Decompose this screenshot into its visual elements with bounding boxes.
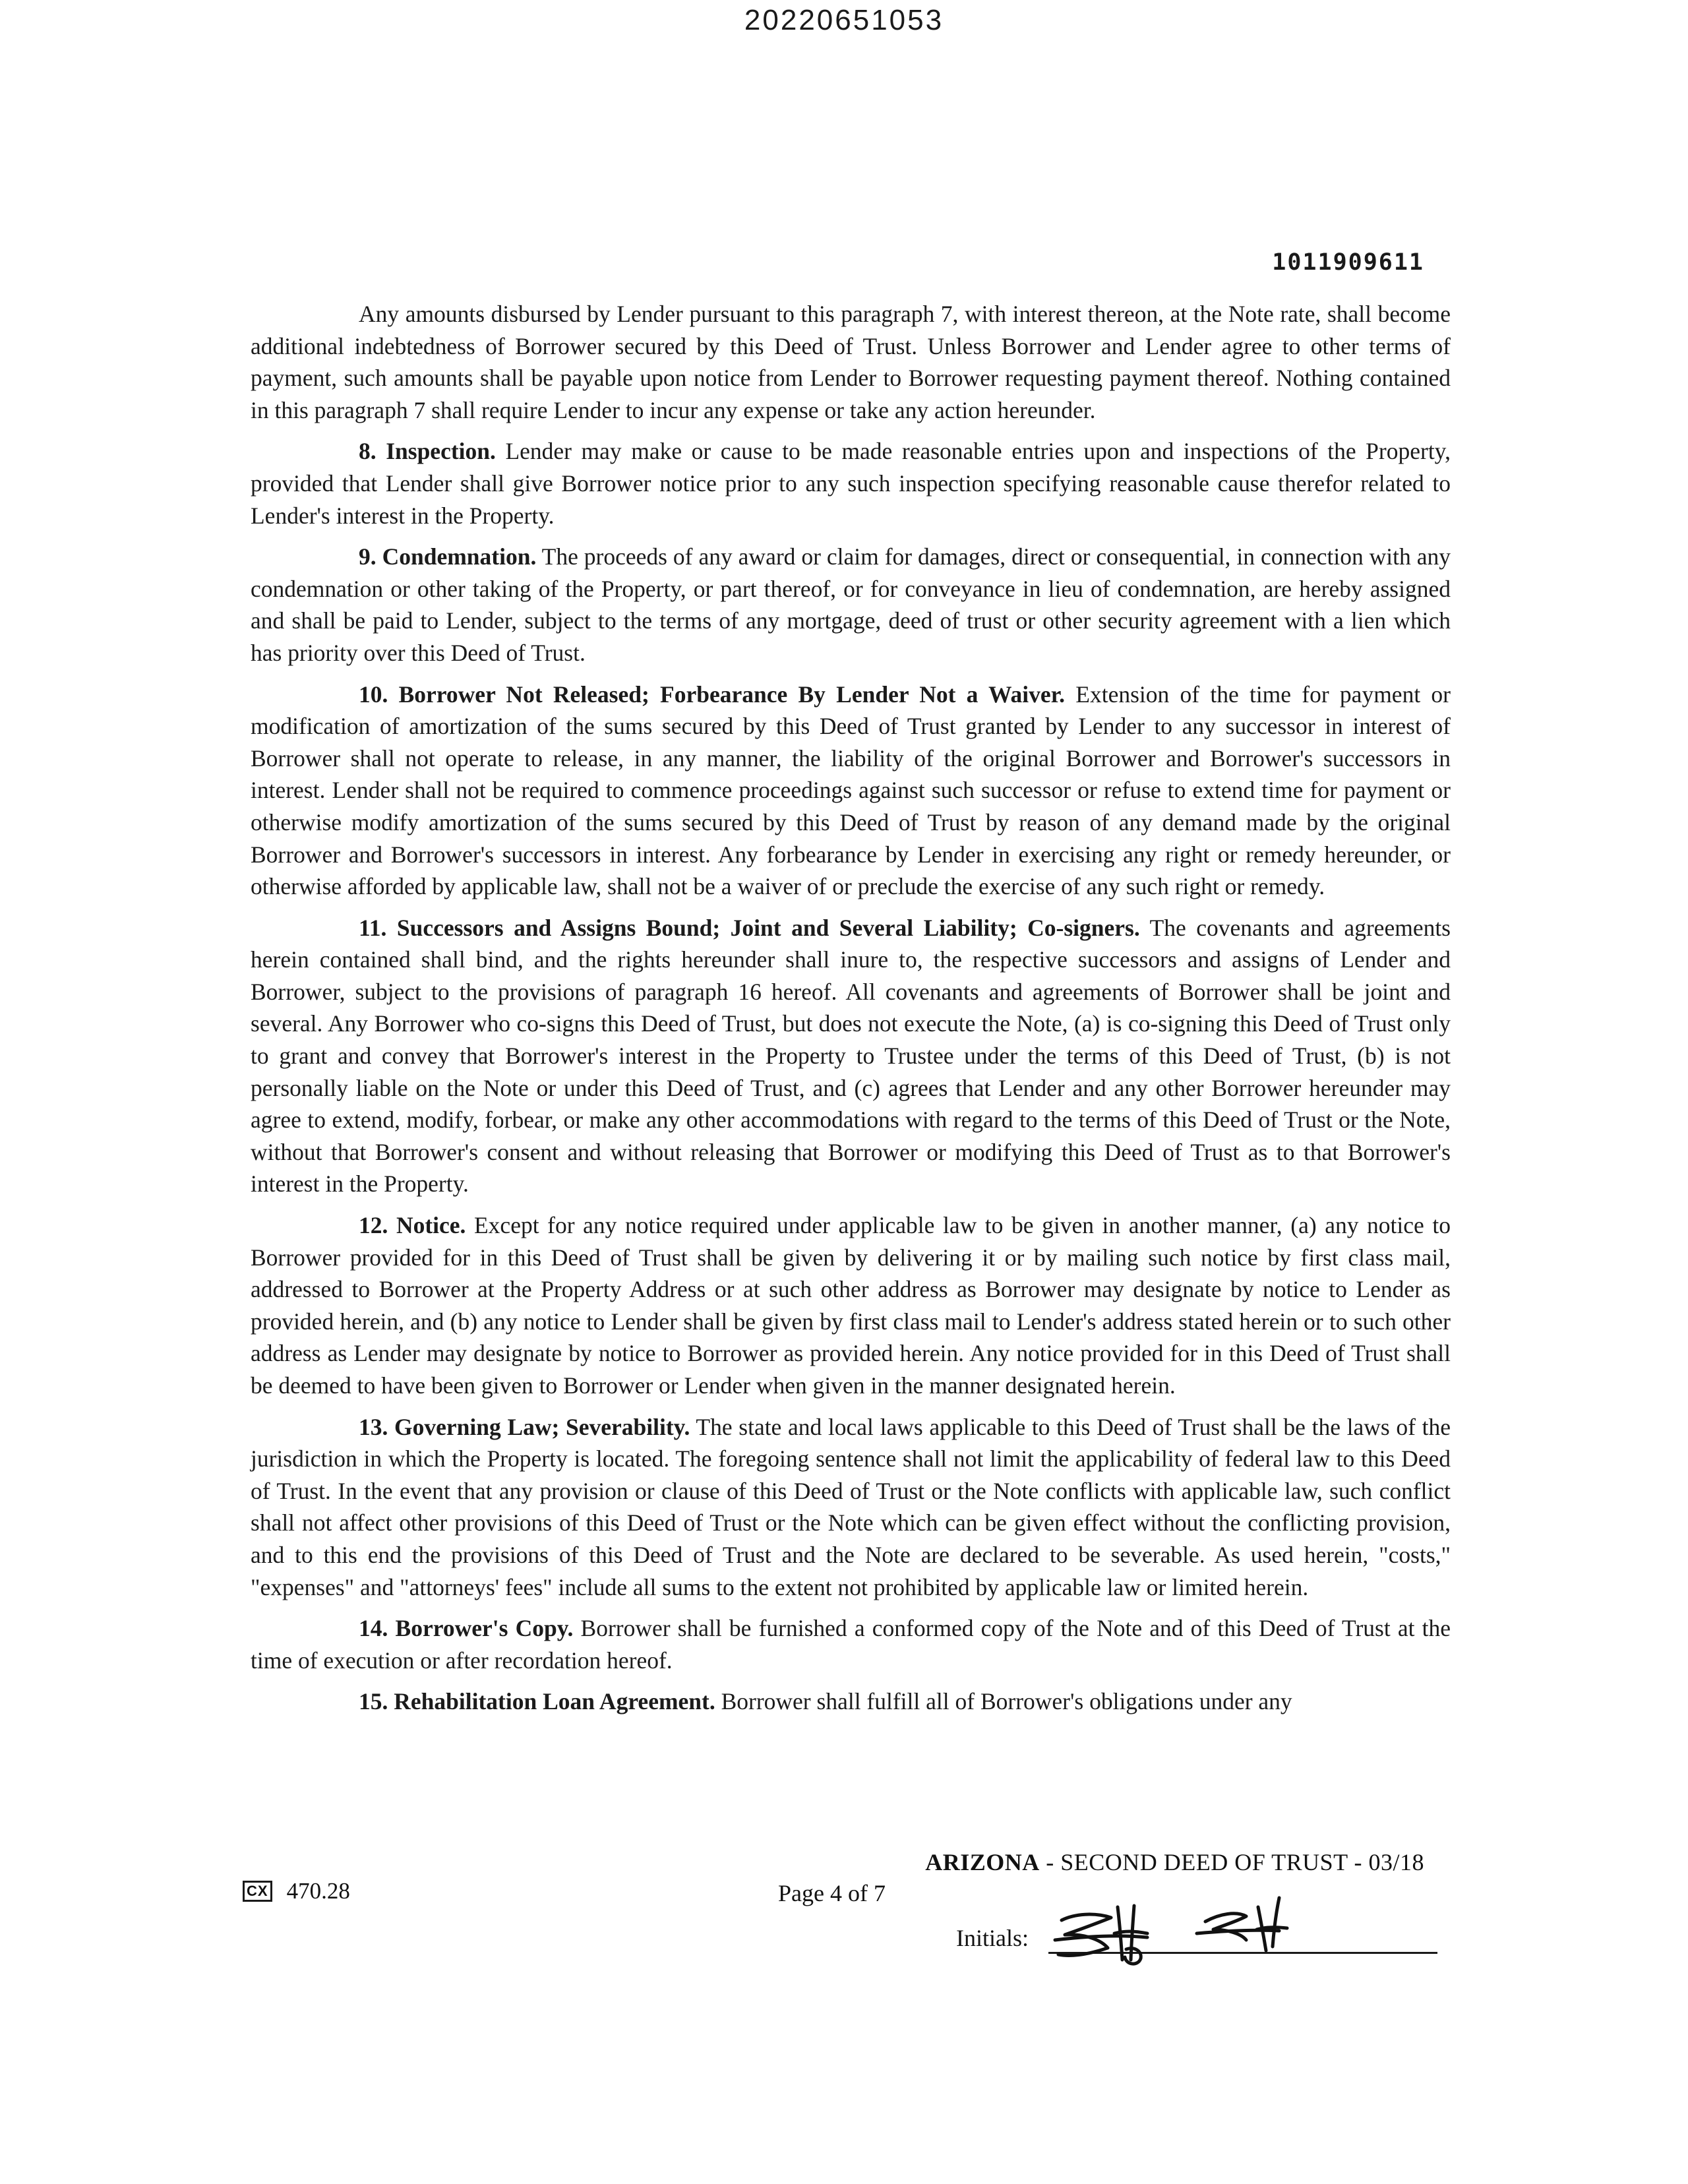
title-text: - SECOND DEED OF TRUST - 03/18 [1039, 1849, 1424, 1875]
form-number: 470.28 [286, 1878, 350, 1904]
section-heading: 13. Governing Law; Severability. [359, 1413, 690, 1440]
paragraph-7-continued [251, 298, 1451, 426]
section-heading: 14. Borrower's Copy. [359, 1615, 574, 1642]
recording-number: 20220651053 [744, 4, 944, 36]
document-body [251, 298, 1451, 1718]
paragraph-text: The state and local laws applicable to this Deed of Trust shall be the laws of the jurisdiction in which the Property is located. The foregoing sentence shall not limit the applicability of federal law to this Deed of Trust. In the event that any provision or clause of this Deed of Trust or the Note conflicts with applicable law, such conflict shall not affect other provisions of this Deed of Trust or the Note which can be given effect without the conflicting provision, and to this end the provisions of this Deed of Trust and the Note are declared to be severable. As used herein, "costs," "expenses" and "attorneys' fees" include all sums to the extent not prohibited by applicable law or limited herein. [251, 1413, 1451, 1600]
initials-block [956, 1910, 1437, 1962]
paragraph-text: The covenants and agreements herein contained shall bind, and the rights hereunder shall inure to, the respective successors and assigns of Lender and Borrower, subject to the provisions of paragraph 16 hereof. All covenants and agreements of Borrower shall be joint and several. Any Borrower who co-signs this Deed of Trust, but does not execute the Note, (a) is co-signing this Deed of Trust only to grant and convey that Borrower's interest in the Property to Trustee under the terms of this Deed of Trust, (b) is not personally liable on the Note or under this Deed of Trust, and (c) agrees that Lender and any other Borrower hereunder may agree to extend, modify, forbear, or make any other accommodations with regard to the terms of this Deed of Trust or the Note, without that Borrower's consent and without releasing that Borrower or modifying this Deed of Trust as to that Borrower's interest in the Property. [251, 914, 1451, 1198]
paragraph-14-borrowers-copy [251, 1612, 1451, 1676]
paragraph-text: The proceeds of any award or claim for damages, direct or consequential, in connection with any condemnation or other taking of the Property, or part thereof, or for conveyance in lieu of condemnation, are hereby assigned and shall be paid to Lender, subject to the terms of any mortgage, deed of trust or other security agreement with a lien which has priority over this Deed of Trust. [251, 543, 1451, 666]
section-heading: 9. Condemnation. [359, 543, 537, 570]
initials-label: Initials: [956, 1925, 1029, 1951]
paragraph-text: Any amounts disbursed by Lender pursuant to this paragraph 7, with interest thereon, at the Note rate, shall become additional indebtedness of Borrower secured by this Deed of Trust. Unless Borrower and Lender agree to other terms of payment, such amounts shall be payable upon notice from Lender to Borrower requesting payment thereof. Nothing contained in this paragraph 7 shall require Lender to incur any expense or take any action hereunder. [251, 301, 1451, 423]
handwritten-initials-signature [1048, 1894, 1339, 1966]
state-name: ARIZONA [925, 1849, 1040, 1875]
paragraph-text: Borrower shall be furnished a conformed copy of the Note and of this Deed of Trust at the time of execution or after recordation hereof. [251, 1615, 1451, 1674]
paragraph-13-governing-law [251, 1411, 1451, 1604]
paragraph-9-condemnation [251, 541, 1451, 669]
page-number: Page 4 of 7 [778, 1880, 886, 1906]
form-logo: CX [243, 1881, 272, 1902]
section-heading: 10. Borrower Not Released; Forbearance By Lender Not a Waiver. [359, 681, 1066, 708]
paragraph-text: Lender may make or cause to be made reasonable entries upon and inspections of the Property, provided that Lender shall give Borrower notice prior to any such inspection specifying reasonable cause therefor related to Lender's interest in the Property. [251, 438, 1451, 529]
paragraph-11-successors-and-assigns [251, 912, 1451, 1200]
section-heading: 8. Inspection. [359, 438, 496, 465]
paragraph-text: Borrower shall fulfill all of Borrower's obligations under any [715, 1688, 1292, 1715]
paragraph-8-inspection [251, 435, 1451, 531]
form-identifier [243, 1878, 350, 1904]
loan-number: 1011909611 [1272, 249, 1424, 276]
section-heading: 12. Notice. [359, 1212, 466, 1239]
section-heading: 11. Successors and Assigns Bound; Joint and Several Liability; Co-signers. [359, 914, 1140, 941]
paragraph-12-notice [251, 1209, 1451, 1402]
paragraph-10-borrower-not-released [251, 679, 1451, 903]
paragraph-text: Except for any notice required under applicable law to be given in another manner, (a) any notice to Borrower provided for in this Deed of Trust shall be given by delivering it or by mailing such notice by first class mail, addressed to Borrower at the Property Address or at such other address as Borrower may designate by notice to Lender as provided herein, and (b) any notice to Lender shall be given by first class mail to Lender's address stated herein or to such other address as Lender may designate by notice to Borrower as provided herein. Any notice provided for in this Deed of Trust shall be deemed to have been given to Borrower or Lender when given in the manner designated herein. [251, 1212, 1451, 1399]
document-title [925, 1848, 1424, 1876]
paragraph-15-rehabilitation-loan [251, 1685, 1451, 1718]
section-heading: 15. Rehabilitation Loan Agreement. [359, 1688, 715, 1715]
paragraph-text: Extension of the time for payment or modification of amortization of the sums secured by this Deed of Trust granted by Lender to any successor in interest of Borrower shall not operate to release, in any manner, the liability of the original Borrower and Borrower's successors in interest. Lender shall not be required to commence proceedings against such successor or refuse to extend time for payment or otherwise modify amortization of the sums secured by this Deed of Trust by reason of any demand made by the original Borrower and Borrower's successors in interest. Any forbearance by Lender in exercising any right or remedy hereunder, or otherwise afforded by applicable law, shall not be a waiver of or preclude the exercise of any such right or remedy. [251, 681, 1451, 900]
